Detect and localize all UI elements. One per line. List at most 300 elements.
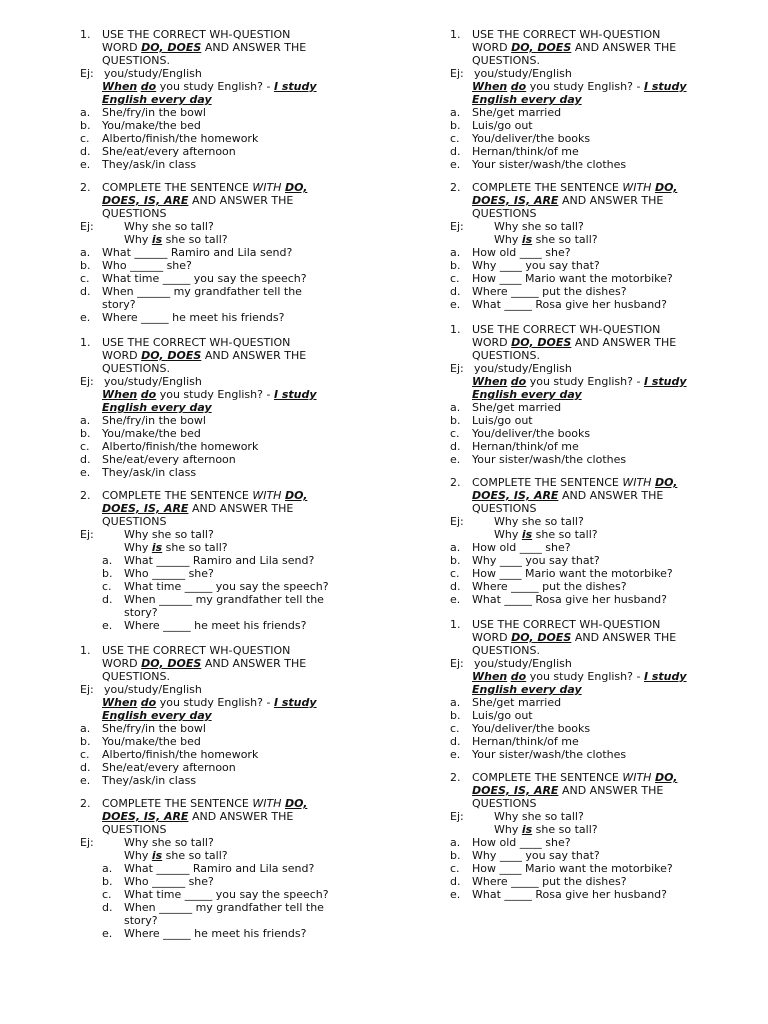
item-text: Why ____ you say that?: [472, 259, 600, 272]
example-question: Why she so tall?: [124, 220, 214, 233]
item-label: b.: [80, 427, 91, 440]
list-item: [80, 119, 410, 132]
exercise-complete-sentence: [80, 489, 410, 632]
item-label: b.: [102, 567, 113, 580]
item-text: Where _____ he meet his friends?: [124, 619, 307, 632]
item-text: She/fry/in the bowl: [102, 722, 206, 735]
list-item: [450, 836, 768, 849]
item-text: Who ______ she?: [124, 875, 214, 888]
item-label: b.: [450, 414, 461, 427]
list-item: [450, 875, 768, 888]
instruction-line-1: USE THE CORRECT WH-QUESTION: [472, 323, 661, 336]
exercise-number: 1.: [450, 618, 461, 631]
item-label: b.: [450, 259, 461, 272]
item-label: a.: [102, 862, 113, 875]
exercise-number: 2.: [80, 489, 91, 502]
list-item: [80, 440, 410, 453]
item-text: What ______ Ramiro and Lila send?: [102, 246, 293, 259]
item-text: When ______ my grandfather tell the: [124, 901, 324, 914]
exercise-complete-sentence: [450, 181, 768, 311]
item-label: a.: [450, 106, 461, 119]
item-text: Luis/go out: [472, 709, 533, 722]
item-text: Your sister/wash/the clothes: [472, 748, 627, 761]
item-label: c.: [450, 862, 460, 875]
example-prompt: you/study/English: [474, 362, 572, 375]
example-answer: Why is she so tall?: [124, 541, 228, 554]
instruction-line-2: WORD DO, DOES AND ANSWER THE: [102, 349, 307, 362]
list-item: [450, 272, 768, 285]
item-label: a.: [102, 554, 113, 567]
example-question: Why she so tall?: [124, 528, 214, 541]
item-label: c.: [102, 888, 112, 901]
example-prompt: you/study/English: [104, 683, 202, 696]
example-question: Why she so tall?: [124, 836, 214, 849]
left-column: [80, 28, 410, 940]
item-text: She/fry/in the bowl: [102, 414, 206, 427]
item-label: e.: [80, 774, 91, 787]
list-item: [450, 567, 768, 580]
item-text: How ____ Mario want the motorbike?: [472, 567, 673, 580]
item-label: c.: [80, 748, 90, 761]
example-prompt: you/study/English: [474, 67, 572, 80]
instruction-line-1: USE THE CORRECT WH-QUESTION: [102, 336, 291, 349]
list-item: [450, 285, 768, 298]
item-label: e.: [80, 466, 91, 479]
instruction-line-2: DOES, IS, ARE AND ANSWER THE: [102, 810, 294, 823]
exercise-wh-question: [80, 336, 410, 479]
example-question: Why she so tall?: [494, 515, 584, 528]
item-label: e.: [450, 888, 461, 901]
item-list: [450, 401, 768, 466]
item-label: c.: [450, 722, 460, 735]
example-answer: Why is she so tall?: [494, 233, 598, 246]
item-text: She/fry/in the bowl: [102, 106, 206, 119]
item-label: d.: [450, 580, 461, 593]
instruction-line-2: WORD DO, DOES AND ANSWER THE: [472, 631, 677, 644]
item-label: e.: [80, 158, 91, 171]
item-label: c.: [102, 580, 112, 593]
exercise-complete-sentence: [450, 476, 768, 606]
instruction-line-3: QUESTIONS: [102, 207, 167, 220]
item-label: c.: [450, 132, 460, 145]
example-answer-continued: English every day: [472, 388, 582, 401]
item-text: What _____ Rosa give her husband?: [472, 593, 668, 606]
item-text: They/ask/in class: [102, 158, 197, 171]
item-label: a.: [450, 246, 461, 259]
example-answer: When do you study English? - I study: [102, 80, 317, 93]
example-answer-continued: English every day: [102, 709, 212, 722]
example-label: Ej:: [80, 375, 94, 388]
exercise-wh-question: [80, 644, 410, 787]
exercise-number: 1.: [450, 28, 461, 41]
item-text: Hernan/think/of me: [472, 735, 579, 748]
example-answer: When do you study English? - I study: [472, 80, 687, 93]
item-label: a.: [450, 836, 461, 849]
item-list: [80, 106, 410, 171]
item-text: They/ask/in class: [102, 774, 197, 787]
item-text: How old ____ she?: [472, 246, 571, 259]
item-text: Where _____ he meet his friends?: [124, 927, 307, 940]
item-text: She/get married: [472, 401, 562, 414]
item-text: You/make/the bed: [102, 427, 201, 440]
exercise-wh-question: [80, 28, 410, 171]
list-item: [80, 761, 410, 774]
item-label: d.: [450, 440, 461, 453]
list-item: [80, 735, 410, 748]
item-text: What time _____ you say the speech?: [124, 580, 329, 593]
example-label: Ej:: [80, 528, 94, 541]
list-item: [450, 849, 768, 862]
instruction-line-2: DOES, IS, ARE AND ANSWER THE: [472, 489, 664, 502]
list-item: [450, 132, 768, 145]
item-text: What _____ Rosa give her husband?: [472, 298, 668, 311]
list-item: [450, 888, 768, 901]
list-item: [80, 453, 410, 466]
item-list: [450, 246, 768, 311]
example-question: Why she so tall?: [494, 810, 584, 823]
example-label: Ej:: [80, 836, 94, 849]
list-item: [450, 554, 768, 567]
instruction-line-3: QUESTIONS: [472, 797, 537, 810]
exercise-complete-sentence: [80, 181, 410, 324]
instruction-line-3: QUESTIONS: [102, 515, 167, 528]
example-answer: Why is she so tall?: [494, 823, 598, 836]
item-text: Alberto/finish/the homework: [102, 440, 259, 453]
list-item: [80, 774, 410, 787]
item-text: She/get married: [472, 106, 562, 119]
item-label: c.: [80, 440, 90, 453]
instruction-line-1: USE THE CORRECT WH-QUESTION: [102, 644, 291, 657]
list-item: [450, 106, 768, 119]
list-item: [80, 414, 410, 427]
example-label: Ej:: [450, 362, 464, 375]
example-prompt: you/study/English: [104, 375, 202, 388]
list-item: [80, 272, 410, 285]
item-label: e.: [450, 298, 461, 311]
list-item: [80, 914, 410, 927]
example-question: Why she so tall?: [494, 220, 584, 233]
item-text: What time _____ you say the speech?: [102, 272, 307, 285]
item-text: She/eat/every afternoon: [102, 453, 236, 466]
item-label: d.: [80, 285, 91, 298]
item-label: d.: [102, 901, 113, 914]
item-text: She/get married: [472, 696, 562, 709]
exercise-number: 1.: [80, 644, 91, 657]
item-text: How old ____ she?: [472, 836, 571, 849]
instruction-line-3: QUESTIONS.: [102, 670, 170, 683]
example-answer-continued: English every day: [472, 93, 582, 106]
instruction-line-2: DOES, IS, ARE AND ANSWER THE: [472, 784, 664, 797]
instruction-line-3: QUESTIONS: [472, 207, 537, 220]
example-label: Ej:: [450, 657, 464, 670]
list-item: [80, 466, 410, 479]
list-item: [80, 567, 410, 580]
exercise-number: 2.: [80, 797, 91, 810]
list-item: [80, 246, 410, 259]
right-column: [450, 28, 768, 901]
list-item: [450, 414, 768, 427]
instruction-line-1: USE THE CORRECT WH-QUESTION: [472, 28, 661, 41]
item-text: Your sister/wash/the clothes: [472, 158, 627, 171]
item-text: You/make/the bed: [102, 735, 201, 748]
list-item: [450, 145, 768, 158]
item-text: You/deliver/the books: [472, 132, 591, 145]
list-item: [450, 735, 768, 748]
exercise-complete-sentence: [80, 797, 410, 940]
example-prompt: you/study/English: [104, 67, 202, 80]
item-label: c.: [450, 272, 460, 285]
exercise-number: 2.: [450, 181, 461, 194]
item-label: a.: [80, 246, 91, 259]
item-label: e.: [450, 593, 461, 606]
item-label: e.: [450, 748, 461, 761]
instruction-line-2: WORD DO, DOES AND ANSWER THE: [102, 41, 307, 54]
instruction-line-2: WORD DO, DOES AND ANSWER THE: [472, 41, 677, 54]
list-item: [80, 427, 410, 440]
list-item: [80, 888, 410, 901]
instruction-line-1: USE THE CORRECT WH-QUESTION: [102, 28, 291, 41]
item-text: She/eat/every afternoon: [102, 145, 236, 158]
exercise-number: 1.: [80, 28, 91, 41]
item-text: Who ______ she?: [102, 259, 192, 272]
instruction-line-2: WORD DO, DOES AND ANSWER THE: [472, 336, 677, 349]
instruction-line-2: DOES, IS, ARE AND ANSWER THE: [102, 502, 294, 515]
example-answer: Why is she so tall?: [494, 528, 598, 541]
list-item: [80, 580, 410, 593]
item-label: b.: [80, 259, 91, 272]
item-text: Your sister/wash/the clothes: [472, 453, 627, 466]
item-list: [80, 862, 410, 940]
item-text: How ____ Mario want the motorbike?: [472, 862, 673, 875]
item-label: d.: [450, 145, 461, 158]
example-answer: When do you study English? - I study: [472, 375, 687, 388]
item-text: Hernan/think/of me: [472, 145, 579, 158]
item-text: Where _____ put the dishes?: [472, 875, 627, 888]
list-item: [450, 709, 768, 722]
item-text: You/deliver/the books: [472, 722, 591, 735]
exercise-number: 1.: [450, 323, 461, 336]
list-item: [450, 259, 768, 272]
example-answer-continued: English every day: [102, 401, 212, 414]
list-item: [450, 158, 768, 171]
list-item: [80, 158, 410, 171]
item-text: Hernan/think/of me: [472, 440, 579, 453]
item-text: Where _____ put the dishes?: [472, 580, 627, 593]
example-answer: Why is she so tall?: [124, 233, 228, 246]
item-text: Who ______ she?: [124, 567, 214, 580]
list-item: [80, 106, 410, 119]
instruction-line-3: QUESTIONS.: [472, 54, 540, 67]
item-text: How ____ Mario want the motorbike?: [472, 272, 673, 285]
list-item: [80, 748, 410, 761]
item-text: What ______ Ramiro and Lila send?: [124, 862, 315, 875]
item-label: a.: [80, 414, 91, 427]
item-text: What ______ Ramiro and Lila send?: [124, 554, 315, 567]
list-item: [450, 119, 768, 132]
list-item: [450, 722, 768, 735]
item-label: d.: [80, 761, 91, 774]
exercise-complete-sentence: [450, 771, 768, 901]
item-label: e.: [450, 453, 461, 466]
item-text: Where _____ he meet his friends?: [102, 311, 285, 324]
instruction-line-2: DOES, IS, ARE AND ANSWER THE: [102, 194, 294, 207]
list-item: [80, 145, 410, 158]
item-text: Why ____ you say that?: [472, 554, 600, 567]
example-label: Ej:: [80, 67, 94, 80]
exercise-number: 2.: [450, 771, 461, 784]
item-label: a.: [80, 106, 91, 119]
item-label: e.: [102, 927, 113, 940]
list-item: [80, 901, 410, 914]
item-list: [80, 246, 410, 324]
list-item: [80, 606, 410, 619]
item-text: Luis/go out: [472, 414, 533, 427]
item-text: Alberto/finish/the homework: [102, 132, 259, 145]
item-text: Where _____ put the dishes?: [472, 285, 627, 298]
item-label: a.: [80, 722, 91, 735]
exercise-wh-question: [450, 618, 768, 761]
item-list: [80, 414, 410, 479]
list-item: [450, 298, 768, 311]
instruction-line-1: COMPLETE THE SENTENCE WITH DO,: [472, 181, 678, 194]
item-text: Alberto/finish/the homework: [102, 748, 259, 761]
example-prompt: you/study/English: [474, 657, 572, 670]
instruction-line-3: QUESTIONS: [472, 502, 537, 515]
item-text: story?: [102, 298, 136, 311]
list-item: [80, 132, 410, 145]
item-text: Luis/go out: [472, 119, 533, 132]
example-answer-continued: English every day: [102, 93, 212, 106]
example-label: Ej:: [450, 515, 464, 528]
example-answer: Why is she so tall?: [124, 849, 228, 862]
example-label: Ej:: [450, 67, 464, 80]
item-text: When ______ my grandfather tell the: [124, 593, 324, 606]
item-label: b.: [450, 554, 461, 567]
item-text: You/make/the bed: [102, 119, 201, 132]
list-item: [80, 298, 410, 311]
item-text: What time _____ you say the speech?: [124, 888, 329, 901]
example-answer: When do you study English? - I study: [472, 670, 687, 683]
item-text: story?: [124, 914, 158, 927]
instruction-line-2: WORD DO, DOES AND ANSWER THE: [102, 657, 307, 670]
instruction-line-1: USE THE CORRECT WH-QUESTION: [472, 618, 661, 631]
instruction-line-1: COMPLETE THE SENTENCE WITH DO,: [472, 771, 678, 784]
item-label: c.: [80, 272, 90, 285]
item-label: b.: [450, 119, 461, 132]
exercise-wh-question: [450, 28, 768, 171]
example-label: Ej:: [80, 683, 94, 696]
list-item: [450, 401, 768, 414]
list-item: [450, 696, 768, 709]
item-text: They/ask/in class: [102, 466, 197, 479]
list-item: [450, 748, 768, 761]
list-item: [80, 259, 410, 272]
item-label: b.: [80, 735, 91, 748]
item-list: [80, 722, 410, 787]
list-item: [80, 619, 410, 632]
item-label: c.: [80, 132, 90, 145]
example-label: Ej:: [80, 220, 94, 233]
list-item: [80, 927, 410, 940]
list-item: [450, 246, 768, 259]
item-label: b.: [450, 849, 461, 862]
instruction-line-3: QUESTIONS.: [102, 54, 170, 67]
item-label: b.: [80, 119, 91, 132]
item-label: d.: [80, 453, 91, 466]
exercise-number: 2.: [450, 476, 461, 489]
item-label: b.: [450, 709, 461, 722]
example-answer: When do you study English? - I study: [102, 388, 317, 401]
instruction-line-1: COMPLETE THE SENTENCE WITH DO,: [102, 797, 308, 810]
instruction-line-3: QUESTIONS.: [102, 362, 170, 375]
item-text: When ______ my grandfather tell the: [102, 285, 302, 298]
item-list: [450, 836, 768, 901]
list-item: [80, 311, 410, 324]
example-label: Ej:: [450, 810, 464, 823]
instruction-line-1: COMPLETE THE SENTENCE WITH DO,: [102, 489, 308, 502]
exercise-number: 2.: [80, 181, 91, 194]
item-label: b.: [102, 875, 113, 888]
list-item: [450, 440, 768, 453]
item-list: [450, 106, 768, 171]
item-text: What _____ Rosa give her husband?: [472, 888, 668, 901]
instruction-line-1: COMPLETE THE SENTENCE WITH DO,: [472, 476, 678, 489]
item-label: c.: [450, 567, 460, 580]
item-label: e.: [102, 619, 113, 632]
item-label: d.: [450, 875, 461, 888]
instruction-line-3: QUESTIONS: [102, 823, 167, 836]
list-item: [80, 285, 410, 298]
item-label: a.: [450, 401, 461, 414]
example-answer-continued: English every day: [472, 683, 582, 696]
exercise-number: 1.: [80, 336, 91, 349]
item-label: d.: [80, 145, 91, 158]
list-item: [80, 593, 410, 606]
item-label: d.: [102, 593, 113, 606]
list-item: [450, 580, 768, 593]
item-text: She/eat/every afternoon: [102, 761, 236, 774]
item-label: d.: [450, 735, 461, 748]
list-item: [80, 722, 410, 735]
list-item: [80, 875, 410, 888]
item-label: d.: [450, 285, 461, 298]
list-item: [450, 427, 768, 440]
example-label: Ej:: [450, 220, 464, 233]
exercise-wh-question: [450, 323, 768, 466]
item-label: e.: [80, 311, 91, 324]
instruction-line-3: QUESTIONS.: [472, 349, 540, 362]
example-answer: When do you study English? - I study: [102, 696, 317, 709]
list-item: [450, 453, 768, 466]
list-item: [80, 554, 410, 567]
instruction-line-2: DOES, IS, ARE AND ANSWER THE: [472, 194, 664, 207]
item-text: You/deliver/the books: [472, 427, 591, 440]
item-label: a.: [450, 696, 461, 709]
list-item: [80, 862, 410, 875]
item-list: [450, 541, 768, 606]
item-list: [80, 554, 410, 632]
item-label: e.: [450, 158, 461, 171]
instruction-line-3: QUESTIONS.: [472, 644, 540, 657]
instruction-line-1: COMPLETE THE SENTENCE WITH DO,: [102, 181, 308, 194]
item-text: Why ____ you say that?: [472, 849, 600, 862]
item-text: story?: [124, 606, 158, 619]
item-label: a.: [450, 541, 461, 554]
list-item: [450, 541, 768, 554]
list-item: [450, 862, 768, 875]
item-label: c.: [450, 427, 460, 440]
item-list: [450, 696, 768, 761]
